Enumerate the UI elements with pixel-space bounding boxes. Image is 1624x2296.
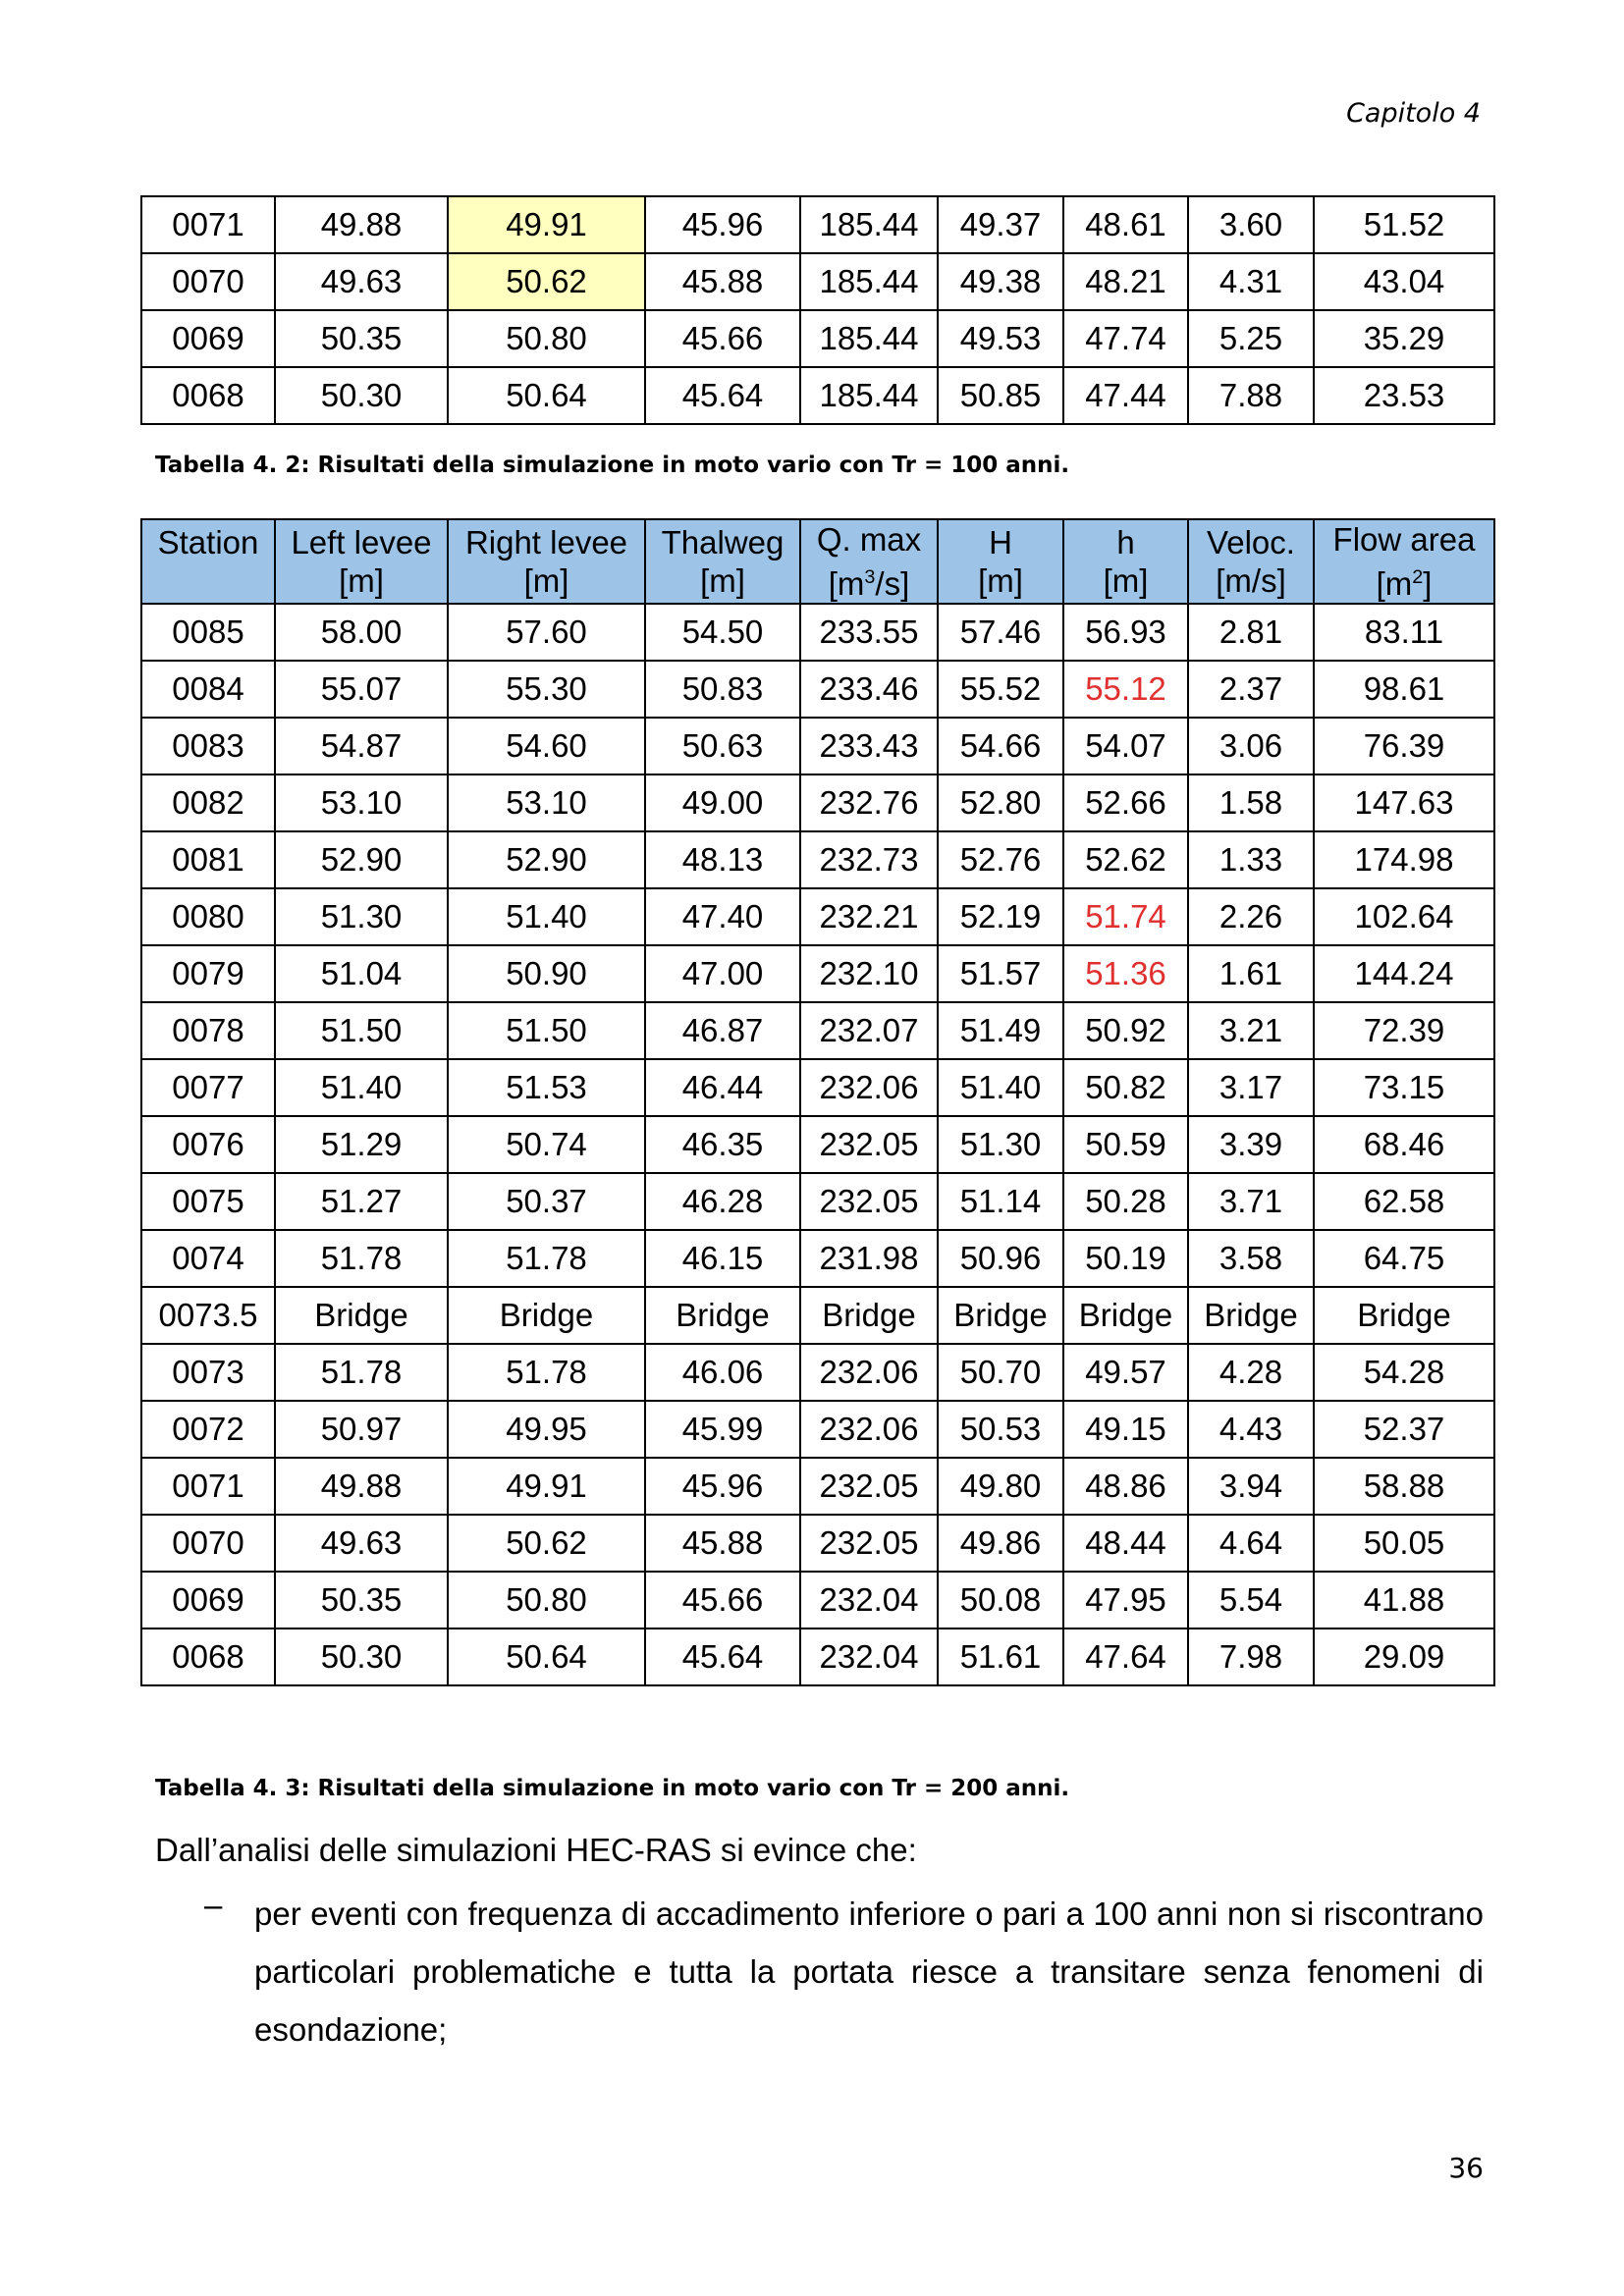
- table-cell: 50.37: [448, 1173, 645, 1230]
- table-cell: 51.40: [275, 1059, 448, 1116]
- table-cell: 52.37: [1314, 1401, 1494, 1458]
- table-cell: 232.06: [800, 1344, 938, 1401]
- table-cell: 0072: [141, 1401, 275, 1458]
- table-cell: 3.60: [1188, 196, 1314, 253]
- table-cell: 0083: [141, 718, 275, 774]
- table-cell: 50.08: [938, 1572, 1063, 1629]
- table-cell: 3.39: [1188, 1116, 1314, 1173]
- table-cell: Bridge: [938, 1287, 1063, 1344]
- table-cell: 46.35: [645, 1116, 800, 1173]
- table-cell: 51.36: [1063, 945, 1188, 1002]
- table-cell: 51.78: [448, 1230, 645, 1287]
- column-header: [800, 519, 938, 604]
- table-cell: 48.44: [1063, 1515, 1188, 1572]
- table-cell: 54.28: [1314, 1344, 1494, 1401]
- table-cell: 46.28: [645, 1173, 800, 1230]
- table-cell: 50.63: [645, 718, 800, 774]
- table-cell: 3.94: [1188, 1458, 1314, 1515]
- table-cell: 7.98: [1188, 1629, 1314, 1685]
- column-header-unit: $[m^2]$: [1376, 565, 1433, 602]
- column-header-unit: [m]: [523, 562, 569, 599]
- table-cell: 3.71: [1188, 1173, 1314, 1230]
- table-cell: 4.64: [1188, 1515, 1314, 1572]
- table-cell: 41.88: [1314, 1572, 1494, 1629]
- column-header-name: Thalweg: [661, 524, 785, 561]
- table-cell: 57.46: [938, 604, 1063, 661]
- table-cell: 48.61: [1063, 196, 1188, 253]
- table-cell: 51.61: [938, 1629, 1063, 1685]
- column-header-name: Station: [157, 524, 259, 561]
- table-cell: 3.58: [1188, 1230, 1314, 1287]
- table-cell: 232.10: [800, 945, 938, 1002]
- table-cell: 50.05: [1314, 1515, 1494, 1572]
- table-row: [141, 1344, 1494, 1401]
- table-row: [141, 1002, 1494, 1059]
- table-cell: 3.17: [1188, 1059, 1314, 1116]
- table-cell: 3.21: [1188, 1002, 1314, 1059]
- table-cell: 4.28: [1188, 1344, 1314, 1401]
- table-cell: 58.00: [275, 604, 448, 661]
- table-cell: 147.63: [1314, 774, 1494, 831]
- table-cell: 54.66: [938, 718, 1063, 774]
- table-cell: 55.07: [275, 661, 448, 718]
- table-cell: 45.66: [645, 310, 800, 367]
- table-cell: Bridge: [1188, 1287, 1314, 1344]
- table-cell: 48.86: [1063, 1458, 1188, 1515]
- table-cell: 50.82: [1063, 1059, 1188, 1116]
- table-cell: 54.60: [448, 718, 645, 774]
- table-cell: 49.00: [645, 774, 800, 831]
- table-cell: 3.06: [1188, 718, 1314, 774]
- table-cell: 55.52: [938, 661, 1063, 718]
- table-cell: 46.15: [645, 1230, 800, 1287]
- table-cell: 50.62: [448, 1515, 645, 1572]
- table-cell: 0084: [141, 661, 275, 718]
- table-cell: 0079: [141, 945, 275, 1002]
- table-cell: 231.98: [800, 1230, 938, 1287]
- table-cell: 49.63: [275, 1515, 448, 1572]
- table-cell: 0071: [141, 1458, 275, 1515]
- table-cell: 47.64: [1063, 1629, 1188, 1685]
- table-cell: 233.43: [800, 718, 938, 774]
- table-cell: 1.58: [1188, 774, 1314, 831]
- chapter-header: Capitolo 4: [1346, 98, 1481, 129]
- table-cell: 49.38: [938, 253, 1063, 310]
- table-cell: 54.07: [1063, 718, 1188, 774]
- table-row: [141, 604, 1494, 661]
- table-cell: 51.49: [938, 1002, 1063, 1059]
- table-cell: Bridge: [275, 1287, 448, 1344]
- table-cell: 23.53: [1314, 367, 1494, 424]
- table-row: [141, 831, 1494, 888]
- table-cell: 0082: [141, 774, 275, 831]
- table-cell: 232.21: [800, 888, 938, 945]
- results-table-continued: [140, 195, 1495, 425]
- table-cell: 68.46: [1314, 1116, 1494, 1173]
- table-cell: 49.88: [275, 196, 448, 253]
- table-cell: 51.40: [938, 1059, 1063, 1116]
- table-cell: 50.90: [448, 945, 645, 1002]
- table-cell: 1.61: [1188, 945, 1314, 1002]
- table-cell: 232.76: [800, 774, 938, 831]
- table-row: [141, 1116, 1494, 1173]
- table-cell: 51.27: [275, 1173, 448, 1230]
- table-cell: 52.90: [275, 831, 448, 888]
- table-cell: 51.78: [275, 1344, 448, 1401]
- column-header-name: Flow area: [1332, 521, 1476, 558]
- table-cell: 50.59: [1063, 1116, 1188, 1173]
- column-header-name: h: [1116, 524, 1135, 561]
- table-cell: 52.19: [938, 888, 1063, 945]
- table-cell: 0070: [141, 253, 275, 310]
- table-cell: 0068: [141, 1629, 275, 1685]
- table-cell: 185.44: [800, 196, 938, 253]
- table-cell: 58.88: [1314, 1458, 1494, 1515]
- table-cell: 1.33: [1188, 831, 1314, 888]
- table-cell: 144.24: [1314, 945, 1494, 1002]
- table-cell: 35.29: [1314, 310, 1494, 367]
- column-header-unit: $[m^3/s]$: [828, 565, 910, 602]
- column-header: [448, 519, 645, 604]
- table-row: [141, 1173, 1494, 1230]
- table-cell: 47.44: [1063, 367, 1188, 424]
- table-cell: 46.06: [645, 1344, 800, 1401]
- table-cell: 0081: [141, 831, 275, 888]
- table-cell: 49.53: [938, 310, 1063, 367]
- table-cell: 50.92: [1063, 1002, 1188, 1059]
- table-cell: 52.76: [938, 831, 1063, 888]
- table-cell: 43.04: [1314, 253, 1494, 310]
- table-cell: 185.44: [800, 367, 938, 424]
- table-cell: 49.37: [938, 196, 1063, 253]
- table-cell: 49.91: [448, 1458, 645, 1515]
- table-cell: 4.31: [1188, 253, 1314, 310]
- table-cell: 50.96: [938, 1230, 1063, 1287]
- table-cell: 45.64: [645, 367, 800, 424]
- table-cell: 51.30: [275, 888, 448, 945]
- table-cell: 0073.5: [141, 1287, 275, 1344]
- table-cell: 185.44: [800, 310, 938, 367]
- table-cell: 53.10: [275, 774, 448, 831]
- table-cell: 50.53: [938, 1401, 1063, 1458]
- analysis-intro: Dall’analisi delle simulazioni HEC-RAS si evince che:: [155, 1832, 917, 1868]
- column-header-unit: [142, 561, 274, 600]
- table-cell: 232.05: [800, 1515, 938, 1572]
- table-row: [141, 1059, 1494, 1116]
- column-header-name: Right levee: [464, 524, 628, 561]
- column-header: [275, 519, 448, 604]
- table-cell: 232.73: [800, 831, 938, 888]
- table-cell: 54.87: [275, 718, 448, 774]
- table-cell: 62.58: [1314, 1173, 1494, 1230]
- table-cell: 51.29: [275, 1116, 448, 1173]
- table-cell: 0077: [141, 1059, 275, 1116]
- table-cell: 51.04: [275, 945, 448, 1002]
- table-cell: 232.06: [800, 1059, 938, 1116]
- table-cell: 49.91: [448, 196, 645, 253]
- table-cell: 0075: [141, 1173, 275, 1230]
- table-cell: 49.95: [448, 1401, 645, 1458]
- table-row: [141, 774, 1494, 831]
- table-cell: 51.50: [448, 1002, 645, 1059]
- table-row: [141, 1458, 1494, 1515]
- table-cell: 48.21: [1063, 253, 1188, 310]
- table-cell: 49.88: [275, 1458, 448, 1515]
- table-cell: 51.78: [448, 1344, 645, 1401]
- table-cell: 51.52: [1314, 196, 1494, 253]
- table-row: [141, 1515, 1494, 1572]
- table-cell: 232.04: [800, 1572, 938, 1629]
- table-cell: 50.30: [275, 1629, 448, 1685]
- table-cell: 0069: [141, 1572, 275, 1629]
- table-cell: 5.25: [1188, 310, 1314, 367]
- table-cell: 45.96: [645, 1458, 800, 1515]
- table-cell: 51.78: [275, 1230, 448, 1287]
- table-cell: 0068: [141, 367, 275, 424]
- table-cell: 50.85: [938, 367, 1063, 424]
- table-row: [141, 1572, 1494, 1629]
- table-cell: 45.88: [645, 1515, 800, 1572]
- table-cell: 0073: [141, 1344, 275, 1401]
- table-cell: 4.43: [1188, 1401, 1314, 1458]
- table-row: [141, 367, 1494, 424]
- column-header-unit: [m]: [700, 562, 745, 599]
- table-cell: 45.66: [645, 1572, 800, 1629]
- column-header: [141, 519, 275, 604]
- table-cell: 47.40: [645, 888, 800, 945]
- table-row: [141, 945, 1494, 1002]
- table-cell: 5.54: [1188, 1572, 1314, 1629]
- table-cell: 51.14: [938, 1173, 1063, 1230]
- table-cell: 47.95: [1063, 1572, 1188, 1629]
- table-cell: 0070: [141, 1515, 275, 1572]
- table-cell: 50.80: [448, 310, 645, 367]
- table-cell: 2.26: [1188, 888, 1314, 945]
- table-cell: 55.12: [1063, 661, 1188, 718]
- table-cell: 49.80: [938, 1458, 1063, 1515]
- table-cell: 49.63: [275, 253, 448, 310]
- table-cell: 56.93: [1063, 604, 1188, 661]
- table-cell: 54.50: [645, 604, 800, 661]
- table-cell: 2.37: [1188, 661, 1314, 718]
- table-cell: 232.06: [800, 1401, 938, 1458]
- table-cell: 50.35: [275, 1572, 448, 1629]
- table-cell: 49.15: [1063, 1401, 1188, 1458]
- column-header: [645, 519, 800, 604]
- table-cell: 50.35: [275, 310, 448, 367]
- column-header: [1314, 519, 1494, 604]
- table-cell: 52.62: [1063, 831, 1188, 888]
- column-header-unit: [m/s]: [1216, 562, 1286, 599]
- table-cell: 98.61: [1314, 661, 1494, 718]
- table-cell: 50.64: [448, 1629, 645, 1685]
- bullet-text: per eventi con frequenza di accadimento inferiore o pari a 100 anni non si riscontrano particolari problematiche e tutta la portata riesce a transitare senza fenomeni di esondazione;: [254, 1896, 1484, 2048]
- table-cell: 73.15: [1314, 1059, 1494, 1116]
- bullet-marker: –: [204, 1887, 223, 1923]
- table-cell: 52.66: [1063, 774, 1188, 831]
- table-cell: 233.55: [800, 604, 938, 661]
- table-cell: 50.19: [1063, 1230, 1188, 1287]
- table-cell: Bridge: [645, 1287, 800, 1344]
- column-header-name: H: [989, 524, 1012, 561]
- column-header-name: Veloc.: [1207, 524, 1295, 561]
- column-header-unit: [m]: [1103, 562, 1149, 599]
- table-row: [141, 718, 1494, 774]
- table-cell: 0080: [141, 888, 275, 945]
- table-cell: 50.28: [1063, 1173, 1188, 1230]
- table-cell: 50.70: [938, 1344, 1063, 1401]
- table-row: [141, 661, 1494, 718]
- column-header: [1188, 519, 1314, 604]
- table-cell: 64.75: [1314, 1230, 1494, 1287]
- table-cell: 52.80: [938, 774, 1063, 831]
- table-cell: 83.11: [1314, 604, 1494, 661]
- table-cell: 45.64: [645, 1629, 800, 1685]
- table-cell: 48.13: [645, 831, 800, 888]
- table-cell: 50.83: [645, 661, 800, 718]
- table-cell: Bridge: [800, 1287, 938, 1344]
- table-row: [141, 888, 1494, 945]
- table-cell: 47.00: [645, 945, 800, 1002]
- table-cell: 52.90: [448, 831, 645, 888]
- column-header-unit: [m]: [978, 562, 1023, 599]
- table-cell: 51.30: [938, 1116, 1063, 1173]
- table-cell: 185.44: [800, 253, 938, 310]
- table-cell: 232.04: [800, 1629, 938, 1685]
- table-row: [141, 253, 1494, 310]
- table-cell: 232.05: [800, 1173, 938, 1230]
- table-row: [141, 310, 1494, 367]
- column-header: [938, 519, 1063, 604]
- table-cell: 49.57: [1063, 1344, 1188, 1401]
- table-cell: 7.88: [1188, 367, 1314, 424]
- table-cell: 0085: [141, 604, 275, 661]
- table-cell: 46.44: [645, 1059, 800, 1116]
- table-cell: 51.74: [1063, 888, 1188, 945]
- table-row: [141, 1629, 1494, 1685]
- table-cell: 72.39: [1314, 1002, 1494, 1059]
- table-cell: 53.10: [448, 774, 645, 831]
- table-row: [141, 1230, 1494, 1287]
- table-cell: 76.39: [1314, 718, 1494, 774]
- table-cell: 50.62: [448, 253, 645, 310]
- table-cell: 49.86: [938, 1515, 1063, 1572]
- table-cell: 55.30: [448, 661, 645, 718]
- table-cell: 0069: [141, 310, 275, 367]
- column-header-name: Q. max: [816, 521, 922, 558]
- table-cell: 50.74: [448, 1116, 645, 1173]
- table-cell: 102.64: [1314, 888, 1494, 945]
- table-row: [141, 1287, 1494, 1344]
- table-row: [141, 196, 1494, 253]
- table-cell: 2.81: [1188, 604, 1314, 661]
- table-cell: 51.40: [448, 888, 645, 945]
- table-cell: Bridge: [1063, 1287, 1188, 1344]
- table-cell: 0078: [141, 1002, 275, 1059]
- table-caption-2: Tabella 4. 3: Risultati della simulazione in moto vario con Tr = 200 anni.: [155, 1776, 1070, 1801]
- table-cell: 174.98: [1314, 831, 1494, 888]
- table-cell: 0074: [141, 1230, 275, 1287]
- table-row: [141, 1401, 1494, 1458]
- table-cell: 50.30: [275, 367, 448, 424]
- table-cell: 29.09: [1314, 1629, 1494, 1685]
- table-cell: 232.07: [800, 1002, 938, 1059]
- table-cell: 45.96: [645, 196, 800, 253]
- results-table-tr200: [140, 518, 1495, 1686]
- table-cell: 45.99: [645, 1401, 800, 1458]
- table-cell: 45.88: [645, 253, 800, 310]
- page-number: 36: [1448, 2152, 1484, 2184]
- table-cell: 50.64: [448, 367, 645, 424]
- column-header-name: Left levee: [291, 524, 432, 561]
- table-cell: 50.97: [275, 1401, 448, 1458]
- table-cell: 232.05: [800, 1458, 938, 1515]
- table-cell: 0071: [141, 196, 275, 253]
- table-cell: 46.87: [645, 1002, 800, 1059]
- column-header: [1063, 519, 1188, 604]
- table-cell: 232.05: [800, 1116, 938, 1173]
- table-cell: 50.80: [448, 1572, 645, 1629]
- table-cell: 57.60: [448, 604, 645, 661]
- table-cell: 0076: [141, 1116, 275, 1173]
- table-cell: 51.50: [275, 1002, 448, 1059]
- table-cell: 47.74: [1063, 310, 1188, 367]
- table-cell: Bridge: [448, 1287, 645, 1344]
- table-caption-1: Tabella 4. 2: Risultati della simulazione in moto vario con Tr = 100 anni.: [155, 453, 1070, 478]
- table-cell: Bridge: [1314, 1287, 1494, 1344]
- table-cell: 51.53: [448, 1059, 645, 1116]
- table-cell: 51.57: [938, 945, 1063, 1002]
- table-cell: 233.46: [800, 661, 938, 718]
- column-header-unit: [m]: [339, 562, 384, 599]
